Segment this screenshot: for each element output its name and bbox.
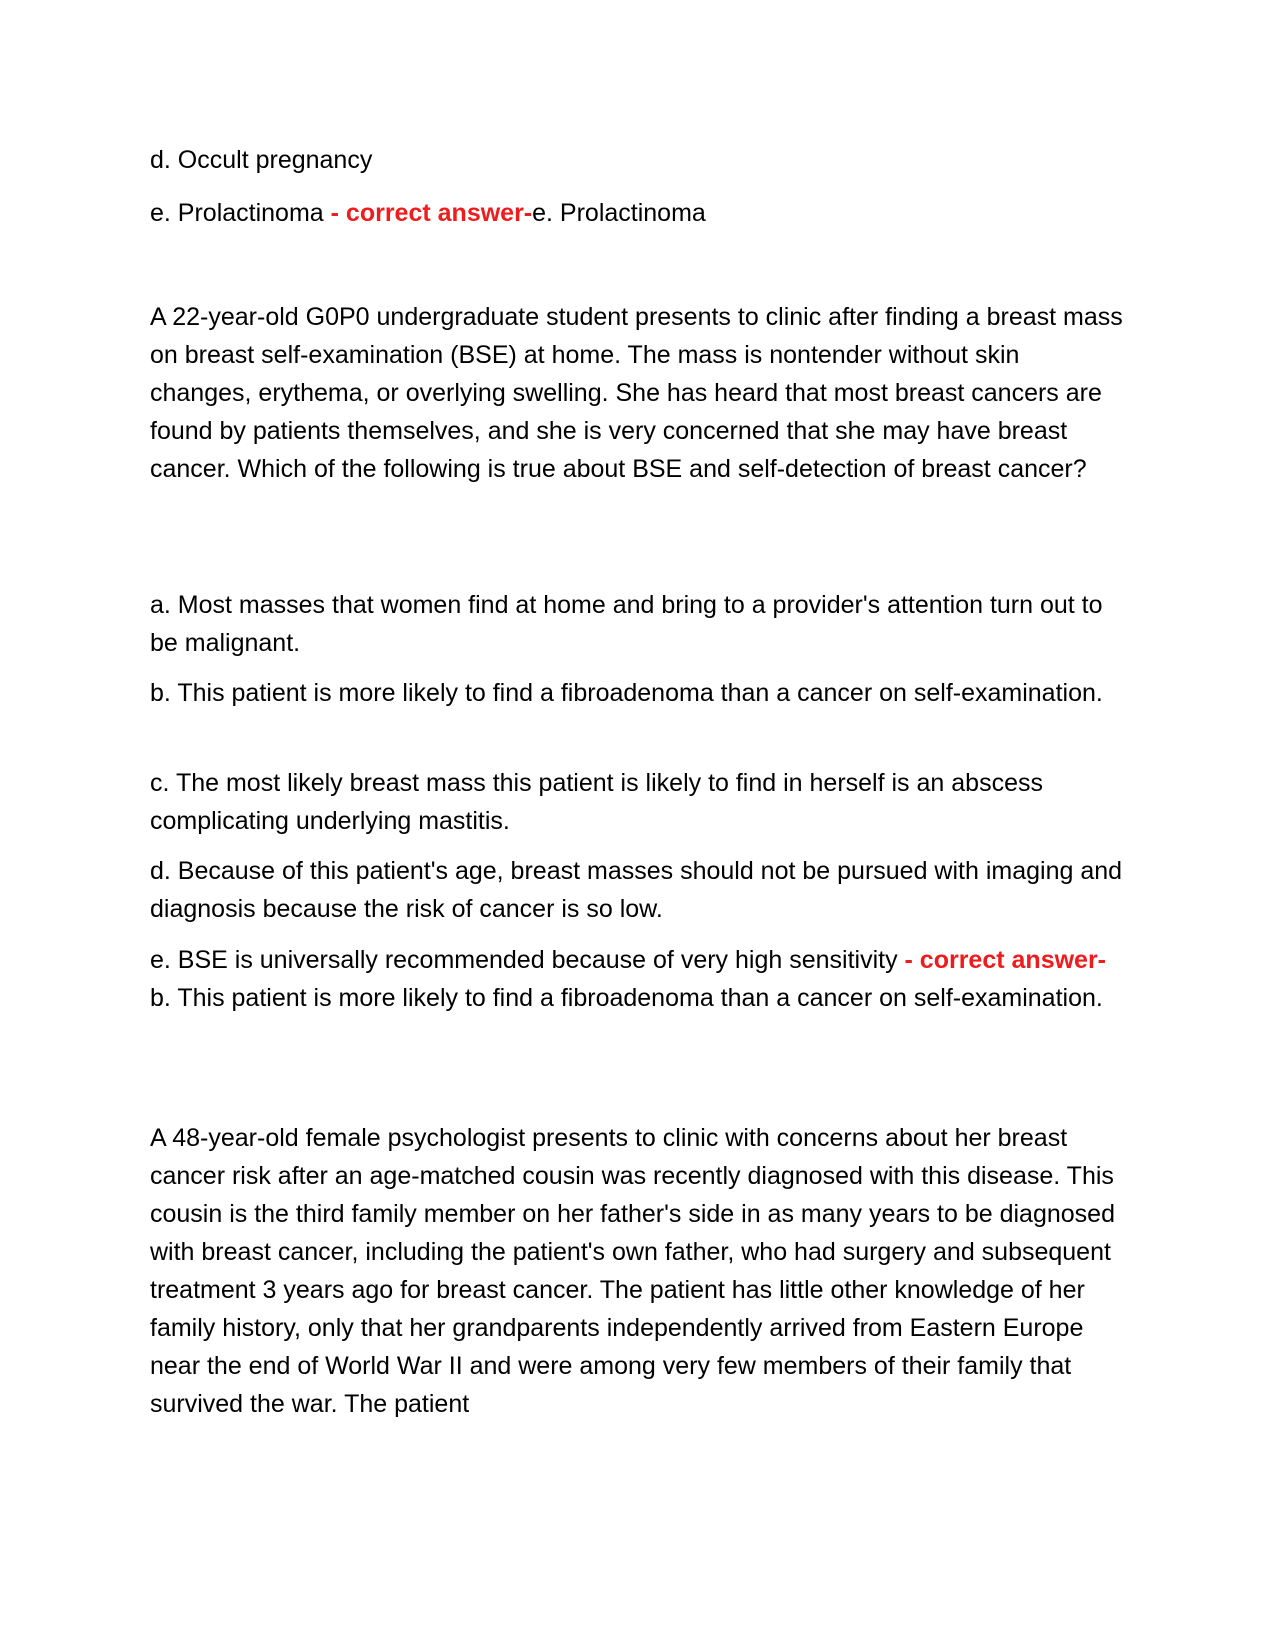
option-b: b. This patient is more likely to find a fibroadenoma than a cancer on self-examination. <box>150 679 1103 707</box>
prev-option-e <box>150 194 1125 232</box>
option-text: e. Prolactinoma <box>150 199 324 227</box>
option-d: d. Because of this patient's age, breast masses should not be pursued with imaging and diagnosis because the risk of cancer is so low. <box>150 857 1123 923</box>
prev-option-d: d. Occult pregnancy <box>150 146 373 174</box>
option-c: c. The most likely breast mass this patient is likely to find in herself is an abscess complicating underlying mastitis. <box>150 769 1043 835</box>
option-text: e. BSE is universally recommended because of very high sensitivity <box>150 946 898 974</box>
question-stem-bse: A 22-year-old G0P0 undergraduate student presents to clinic after finding a breast mass on breast self-examination (BSE) at home. The mass is nontender without skin changes, erythema, or overlying swelling. She has heard that most breast cancers are found by patients themselves, and she is very concerned that she may have breast cancer. Which of the following is true about BSE and self-detection of breast cancer? <box>150 303 1123 483</box>
option-e <box>150 941 1125 1017</box>
correct-answer-text: e. Prolactinoma <box>532 199 706 227</box>
option-a: a. Most masses that women find at home and bring to a provider's attention turn out to be malignant. <box>150 591 1103 657</box>
correct-answer-marker: - correct answer- <box>330 199 533 227</box>
correct-answer-text: b. This patient is more likely to find a fibroadenoma than a cancer on self-examination. <box>150 984 1103 1012</box>
correct-answer-marker: - correct answer- <box>904 946 1106 974</box>
question-stem-risk: A 48-year-old female psychologist presents to clinic with concerns about her breast cancer risk after an age-matched cousin was recently diagnosed with this disease. This cousin is the third family member on her father's side in as many years to be diagnosed with breast cancer, including the patient's own father, who had surgery and subsequent treatment 3 years ago for breast cancer. The patient has little other knowledge of her family history, only that her grandparents independently arrived from Eastern Europe near the end of World War II and were among very few members of their family that survived the war. The patient <box>150 1124 1115 1418</box>
